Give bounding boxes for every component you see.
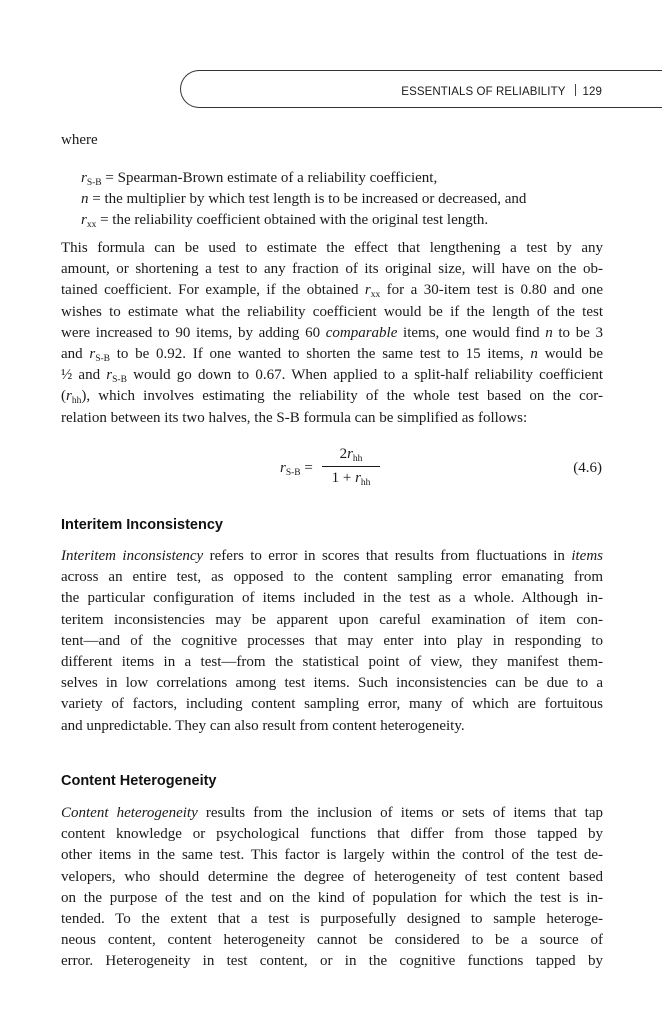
fraction-bar bbox=[322, 466, 380, 467]
definition-rsb: $r_{S-B}$ = Spearman-Brown estimate of a reliability coefficient, bbox=[81, 170, 438, 188]
where-label: where bbox=[61, 132, 98, 148]
paragraph-interitem: Interitem inconsistency refers to error in scores that results from fluctuations in items across an entire test, as opposed to the content sampling error emanating from the particular configuration of items included in the test as a whole. Although in- teritem inconsistencies may be apparent upon careful examination of item con- tent—and of the cognitive processes that may enter into play in responding to different items in a test—from the statistical point of view, they manifest them- selves in low correlations among test items. Such inconsistencies can be due to a variety of factors, including content sampling error, many of which are fortuitous and unpredictable. They can also result from content heterogeneity. bbox=[61, 548, 603, 734]
running-title: ESSENTIALS OF RELIABILITY bbox=[401, 86, 566, 98]
formula-numerator: $2r_{hh}$ bbox=[339, 446, 363, 464]
paragraph-content-heterogeneity: Content heterogeneity results from the inclusion of items or sets of items that tap content knowledge or psychological functions that differ from those tapped by other items in the same test. This factor is largely within the control of the test de- velopers, who should determine the degree of heterogeneity of test content based on the purpose of the test and on the kind of population for which the test is in- tended. To the extent that a test is purposefully designed to sample heteroge- neous content, content heterogeneity cannot be considered to be a source of error. Heterogeneity in test content, or in the cognitive functions tapped by bbox=[61, 805, 603, 970]
running-header bbox=[401, 84, 602, 98]
definition-n: n = the multiplier by which test length is to be increased or decreased, and bbox=[81, 191, 527, 208]
formula-denominator: $1 + r_{hh}$ bbox=[331, 470, 371, 488]
section-heading-interitem: Interitem Inconsistency bbox=[61, 517, 223, 533]
definitions-list bbox=[81, 168, 623, 232]
section-heading-content-heterogeneity: Content Heterogeneity bbox=[61, 773, 217, 789]
page-number: 129 bbox=[582, 86, 602, 98]
formula-fraction bbox=[322, 446, 380, 487]
equation-number: (4.6) bbox=[573, 460, 602, 476]
definition-rxx: $r_{xx}$ = the reliability coefficient obtained with the original test length. bbox=[81, 212, 489, 231]
paragraph-spearman-brown: This formula can be used to estimate the effect that lengthening a test by any amount, or shortening a test to any fraction of its original size, will have on the ob- tained coefficient. For example, if the obtained $r_{xx}$ for a 30-item test is 0.80 and one wishes to estimate what the reliability coefficient would be if the length of the test were increased to 90 items, by adding 60 comparable items, one would find n to be 3 and $r_{S-B}$ to be 0.92. If one wanted to shorten the same test to 15 items, n would be ½ and $r_{S-B}$ would go down to 0.67. When applied to a split-half reliability coefficient $(r_{hh})$, which involves estimating the reliability of the whole test based on the cor- relation between its two halves, the S-B formula can be simplified as follows: bbox=[61, 240, 603, 426]
formula-lhs: $r_{S-B}$ = bbox=[280, 460, 313, 478]
header-divider bbox=[575, 84, 576, 96]
